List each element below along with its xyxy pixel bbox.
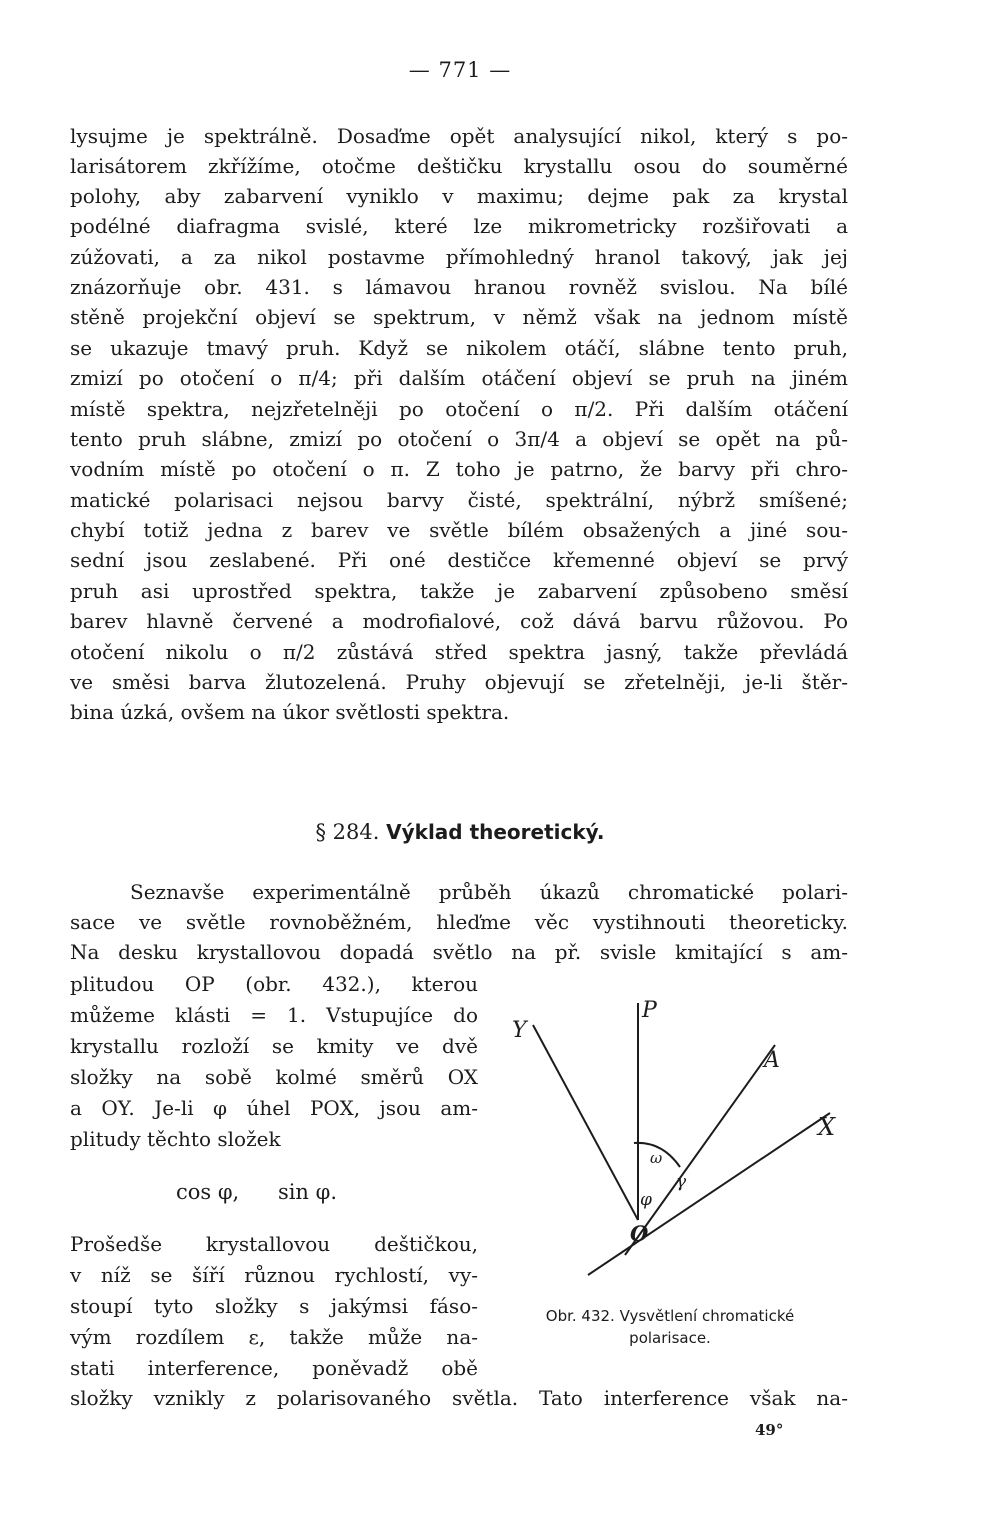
text-line: můžeme klásti = 1. Vstupujíce do (70, 1003, 478, 1027)
axis-oy-line (533, 1025, 638, 1220)
caption-line: Obr. 432. Vysvětlení chromatické (545, 1307, 795, 1325)
page-number: — 771 — (408, 58, 512, 82)
text-line: polohy, aby zabarvení vyniklo v maximu; dejme pak za krystal (70, 184, 848, 208)
text-line: složky na sobě kolmé směrů OX (70, 1065, 478, 1089)
label-x: X (818, 1113, 836, 1141)
section-number: § 284. (315, 820, 380, 844)
text-line: místě spektra, nejzřetelněji po otočení o π/2. Při dalším otáčení (70, 397, 848, 421)
figure-432-diagram (500, 995, 870, 1295)
text-line: vodním místě po otočení o π. Z toho je patrno, že barvy při chro- (70, 457, 848, 481)
text-line: tento pruh slábne, zmizí po otočení o 3π/4 a objeví se opět na pů- (70, 427, 848, 451)
figure-caption (500, 1305, 840, 1349)
text-line: chybí totiž jedna z barev ve světle bílém obsažených a jiné sou- (70, 518, 848, 542)
text-line: ve směsi barva žlutozelená. Pruhy objevují se zřetelněji, je-li štěr- (70, 670, 848, 694)
text-line: stěně projekční objeví se spektrum, v němž však na jednom místě (70, 305, 848, 329)
text-line: sední jsou zeslabené. Při oné destičce křemenné objeví se prvý (70, 548, 848, 572)
text-line: v níž se šíří různou rychlostí, vy- (70, 1263, 478, 1287)
label-p: P (642, 998, 657, 1023)
text-line: bina úzká, ovšem na úkor světlosti spektra. (70, 700, 510, 724)
label-gamma: γ (676, 1172, 687, 1192)
text-line: Na desku krystallovou dopadá světlo na př. svisle kmitající s am- (70, 940, 848, 964)
text-line: zúžovati, a za nikol postavme přímohledný hranol takový, jak jej (70, 245, 848, 269)
label-o: O (630, 1221, 649, 1246)
label-a: A (764, 1048, 780, 1073)
text-line: stati interference, poněvadž obě (70, 1356, 478, 1380)
formula-cos: cos φ, (176, 1180, 240, 1204)
text-line: sace ve světle rovnoběžném, hleďme věc vystihnouti theoreticky. (70, 910, 848, 934)
label-phi: φ (640, 1190, 652, 1210)
text-line: larisátorem zkřížíme, otočme deštičku krystallu osou do souměrné (70, 154, 848, 178)
section-title: Výklad theoretický. (386, 820, 605, 844)
text-line: vým rozdílem ε, takže může na- (70, 1325, 478, 1349)
label-omega: ω (650, 1149, 663, 1167)
signature-mark: 49° (755, 1421, 784, 1439)
text-line: znázorňuje obr. 431. s lámavou hranou rovněž svislou. Na bílé (70, 275, 848, 299)
text-line: Prošedše krystallovou deštičkou, (70, 1232, 478, 1256)
text-line: pruh asi uprostřed spektra, takže je zabarvení způsobeno směsí (70, 579, 848, 603)
text-line: krystallu rozloží se kmity ve dvě (70, 1034, 478, 1058)
formula-cos-sin (176, 1180, 337, 1204)
section-heading (0, 820, 920, 844)
label-y: Y (512, 1018, 527, 1043)
text-line: a OY. Je-li φ úhel POX, jsou am- (70, 1096, 478, 1120)
text-line: matické polarisaci nejsou barvy čisté, spektrální, nýbrž smíšené; (70, 488, 848, 512)
text-line: plitudy těchto složek (70, 1127, 281, 1151)
text-line: plitudou OP (obr. 432.), kterou (70, 972, 478, 996)
formula-sin: sin φ. (277, 1180, 338, 1204)
text-line: se ukazuje tmavý pruh. Když se nikolem otáčí, slábne tento pruh, (70, 336, 848, 360)
text-line: zmizí po otočení o π/4; při dalším otáčení objeví se pruh na jiném (70, 366, 848, 390)
text-line: barev hlavně červené a modrofialové, což dává barvu růžovou. Po (70, 609, 848, 633)
text-line: lysujme je spektrálně. Dosaďme opět analysující nikol, který s po- (70, 124, 848, 148)
text-line: otočení nikolu o π/2 zůstává střed spektra jasný, takže převládá (70, 640, 848, 664)
text-line: stoupí tyto složky s jakýmsi fáso- (70, 1294, 478, 1318)
text-line: podélné diafragma svislé, které lze mikrometricky rozšiřovati a (70, 214, 848, 238)
text-line: složky vznikly z polarisovaného světla. Tato interference však na- (70, 1386, 848, 1410)
text-line: Seznavše experimentálně průběh úkazů chromatické polari- (130, 880, 848, 904)
caption-line: polarisace. (629, 1329, 711, 1347)
